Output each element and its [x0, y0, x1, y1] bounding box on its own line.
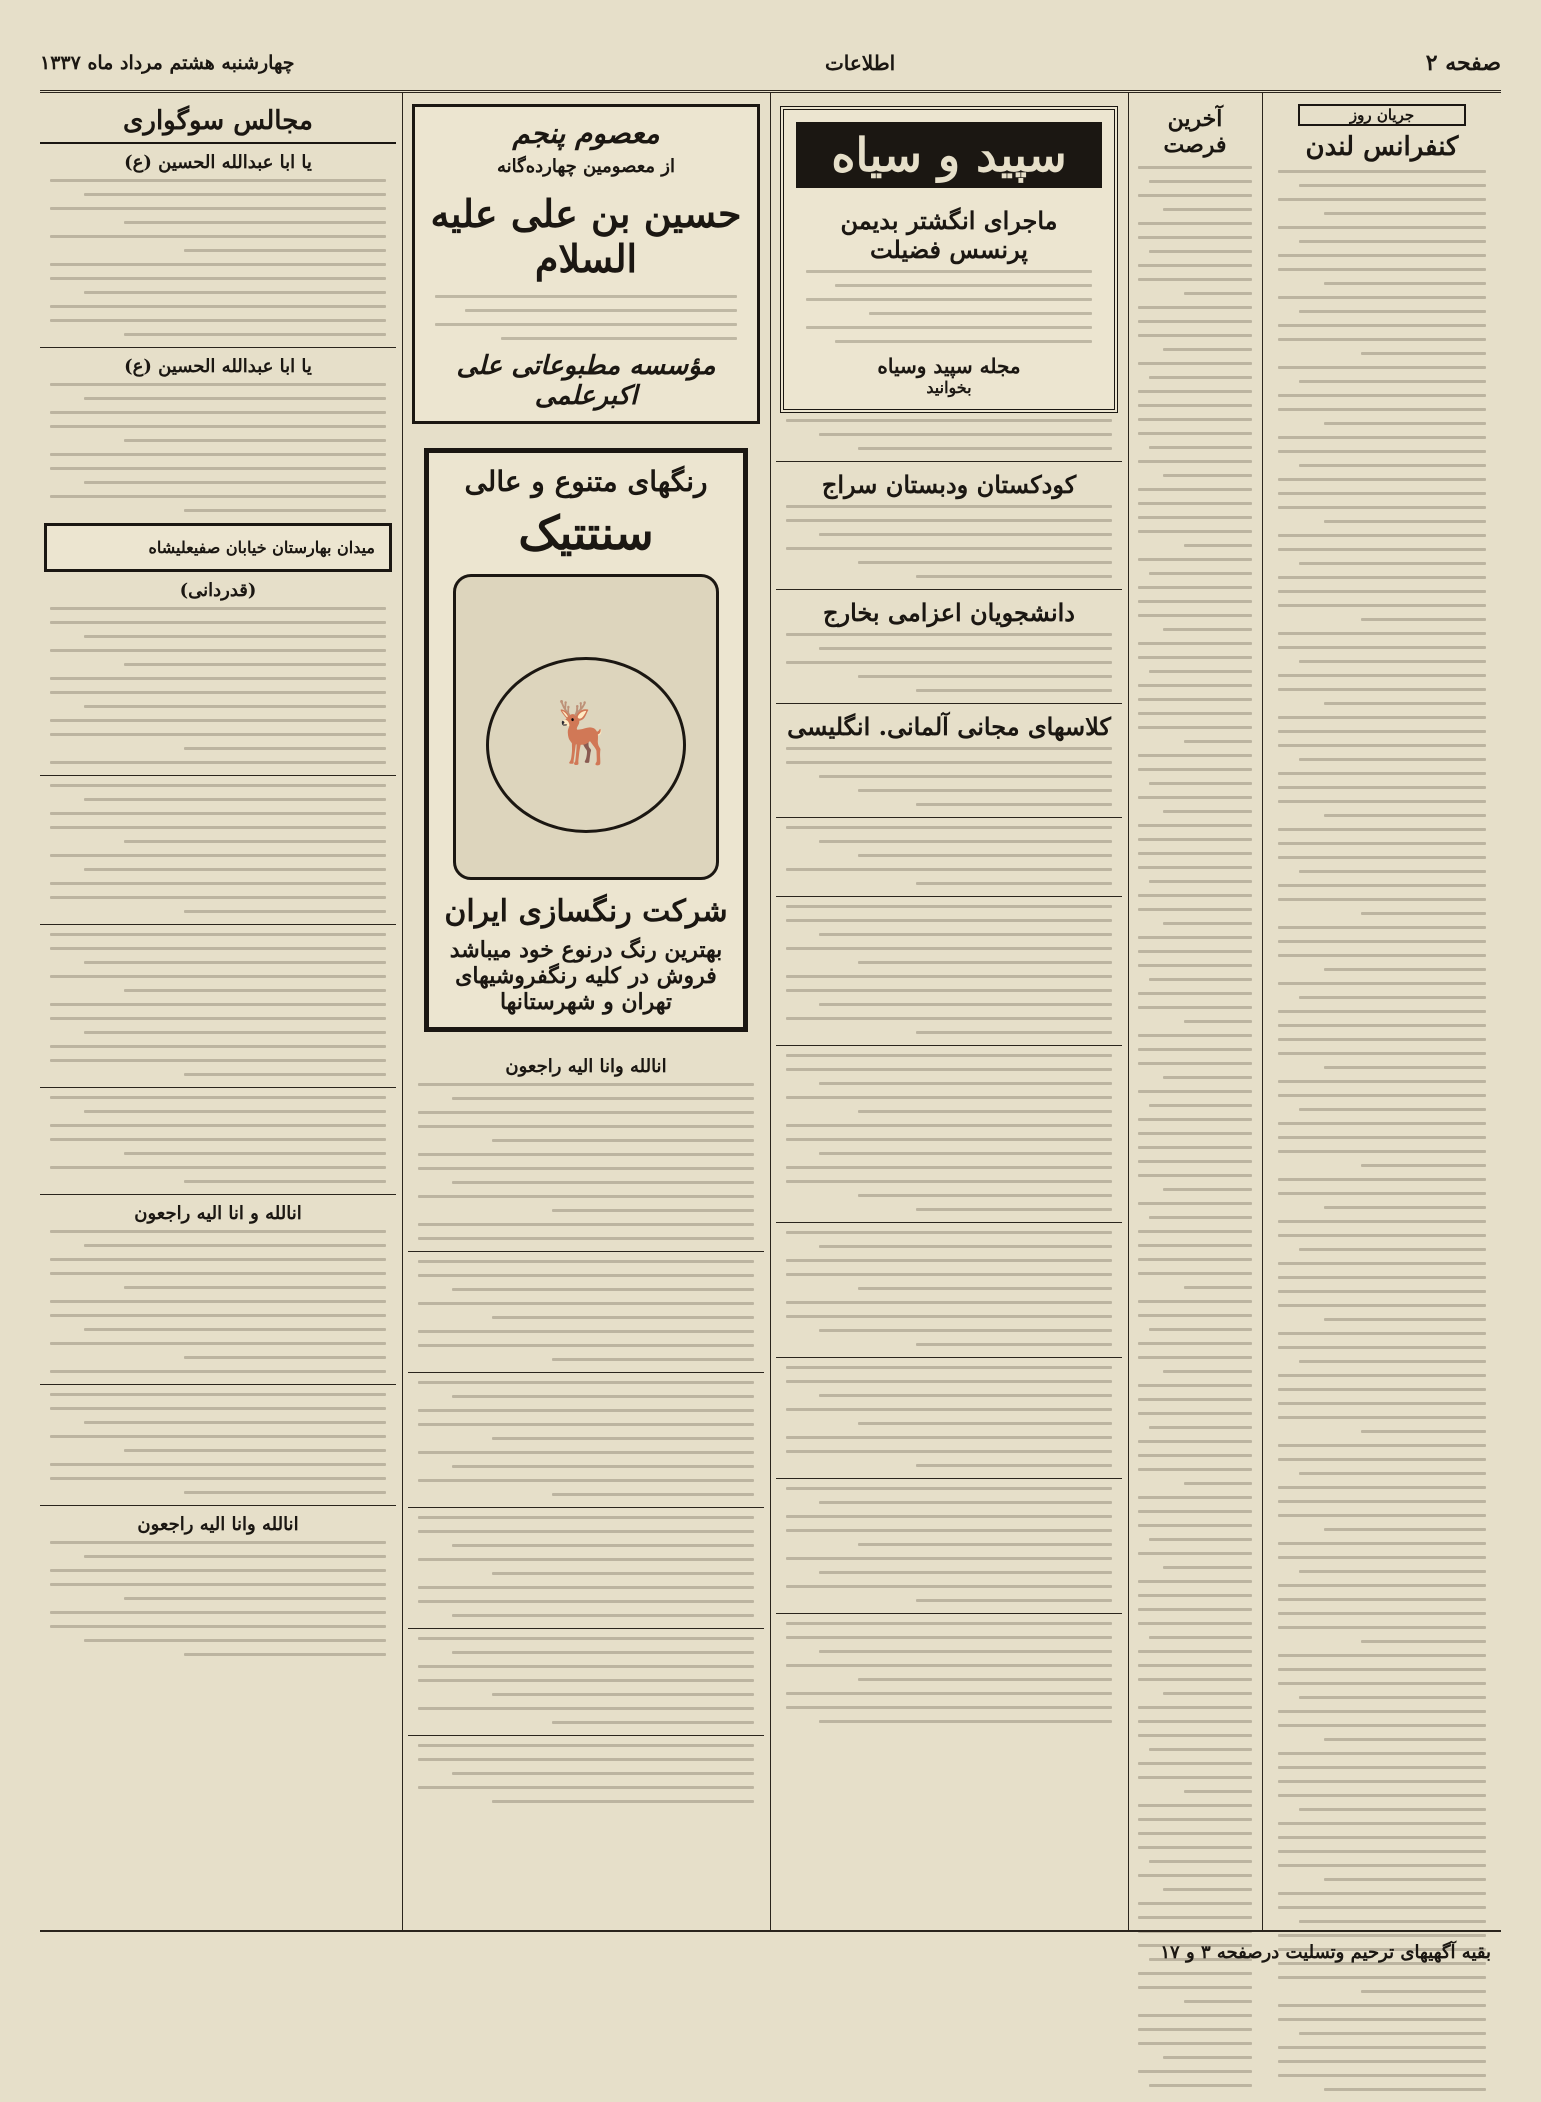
headline-last-chance: آخرین فرصت: [1163, 106, 1227, 158]
column-book-paint-ads: [408, 100, 764, 1814]
notice-heading: یا ابا عبدالله الحسین (ع): [124, 356, 312, 377]
section-label: جریان روز: [1298, 104, 1466, 126]
paint-slogan: بهترین رنگ درنوع خود میباشد: [449, 937, 723, 963]
column-mourning-gatherings: [40, 100, 396, 1667]
paper-name: اطلاعات: [824, 51, 896, 75]
notice-heading: یا ابا عبدالله الحسین (ع): [124, 152, 312, 173]
notice-body: [786, 633, 1112, 692]
ad-headline: پرنسس فضیلت: [869, 235, 1028, 264]
notice-heading: انالله و انا الیه راجعون: [134, 1203, 302, 1224]
headline-mourning: مجالس سوگواری: [40, 106, 396, 144]
notice-body: [786, 1054, 1112, 1211]
address-box: [44, 523, 392, 572]
column-divider: [402, 92, 403, 1932]
notice-body: [786, 505, 1112, 578]
notice-body: [418, 1516, 754, 1617]
column-middle-ads: [776, 100, 1122, 1734]
book-title: حسین بن علی علیه السلام: [430, 191, 742, 281]
book-ad: [412, 104, 760, 424]
book-series: معصوم پنجم: [512, 117, 660, 150]
notice-body: [786, 826, 1112, 885]
ad-body: [806, 270, 1092, 343]
continuation-banner: [40, 1930, 1501, 1972]
notice-body: [418, 1260, 754, 1361]
notice-body: [50, 1230, 386, 1373]
column-london-conference: [1268, 100, 1496, 2102]
notice-body: [786, 1622, 1112, 1723]
continuation-text: بقیه آگهیهای ترحیم وتسلیت درصفحه ۳ و ۱۷: [1160, 1941, 1491, 1963]
notice-body: [50, 1541, 386, 1656]
book-subtitle: از معصومین چهارده‌گانه: [497, 156, 675, 177]
page-number: صفحه ۲: [1425, 50, 1501, 76]
deer-icon: 🦌: [546, 698, 621, 768]
paint-slogan: فروش در کلیه رنگفروشیهای: [455, 963, 717, 989]
column-divider: [1262, 92, 1263, 1932]
ad-headline: ماجرای انگشتر بدیمن: [840, 206, 1058, 235]
paint-company: شرکت رنگسازی ایران: [444, 894, 728, 929]
masthead: [40, 36, 1501, 93]
magazine-ad: [780, 106, 1118, 413]
book-description: [435, 295, 737, 340]
notice-body: [50, 784, 386, 913]
notice-body: [418, 1744, 754, 1803]
paint-brand: سنتتیک: [518, 506, 654, 560]
issue-date: چهارشنبه هشتم مرداد ماه ۱۳۳۷: [40, 52, 295, 74]
notice-body: [50, 383, 386, 512]
ad-footer: بخوانید: [926, 378, 972, 397]
publisher-name: مؤسسه مطبوعاتی علی اکبرعلمی: [456, 351, 716, 411]
ad-footer: مجله سپید وسیاه: [877, 354, 1021, 378]
school-headline: کودکستان ودبستان سراج: [821, 470, 1077, 499]
notice-body: [786, 419, 1112, 450]
notice-body: [50, 179, 386, 336]
magazine-masthead: سپید و سیاه: [796, 122, 1102, 188]
notice-heading: (قدردانی): [179, 580, 257, 601]
article-body: [1278, 170, 1486, 2091]
notice-body: [786, 1487, 1112, 1602]
notice-body: [418, 1637, 754, 1724]
notice-body: [418, 1083, 754, 1240]
column-divider: [770, 92, 771, 1932]
school-headline: کلاسهای مجانی آلمانی. انگلیسی: [787, 712, 1111, 741]
notice-body: [418, 1381, 754, 1496]
article-body: [1138, 166, 1252, 2087]
address-line: میدان بهارستان خیابان صفیعلیشاه: [148, 538, 375, 557]
column-divider: [1128, 92, 1129, 1932]
headline-london-conference: کنفرانس لندن: [1305, 132, 1459, 162]
notice-body: [786, 747, 1112, 806]
paint-can-illustration: [453, 574, 719, 880]
paint-ad: [424, 448, 748, 1032]
notice-body: [786, 905, 1112, 1034]
notice-body: [786, 1366, 1112, 1467]
notice-body: [50, 933, 386, 1076]
notice-body: [786, 1231, 1112, 1346]
column-last-chance: [1134, 100, 1256, 2098]
paint-slogan: تهران و شهرستانها: [499, 989, 673, 1015]
notice-heading: انالله وانا الیه راجعون: [137, 1514, 299, 1535]
notice-body: [50, 607, 386, 764]
paint-tagline: رنگهای متنوع و عالی: [464, 465, 708, 498]
school-headline: دانشجویان اعزامی بخارج: [823, 598, 1075, 627]
notice-body: [50, 1393, 386, 1494]
notice-body: [50, 1096, 386, 1183]
condolence-heading: انالله وانا الیه راجعون: [505, 1056, 667, 1077]
